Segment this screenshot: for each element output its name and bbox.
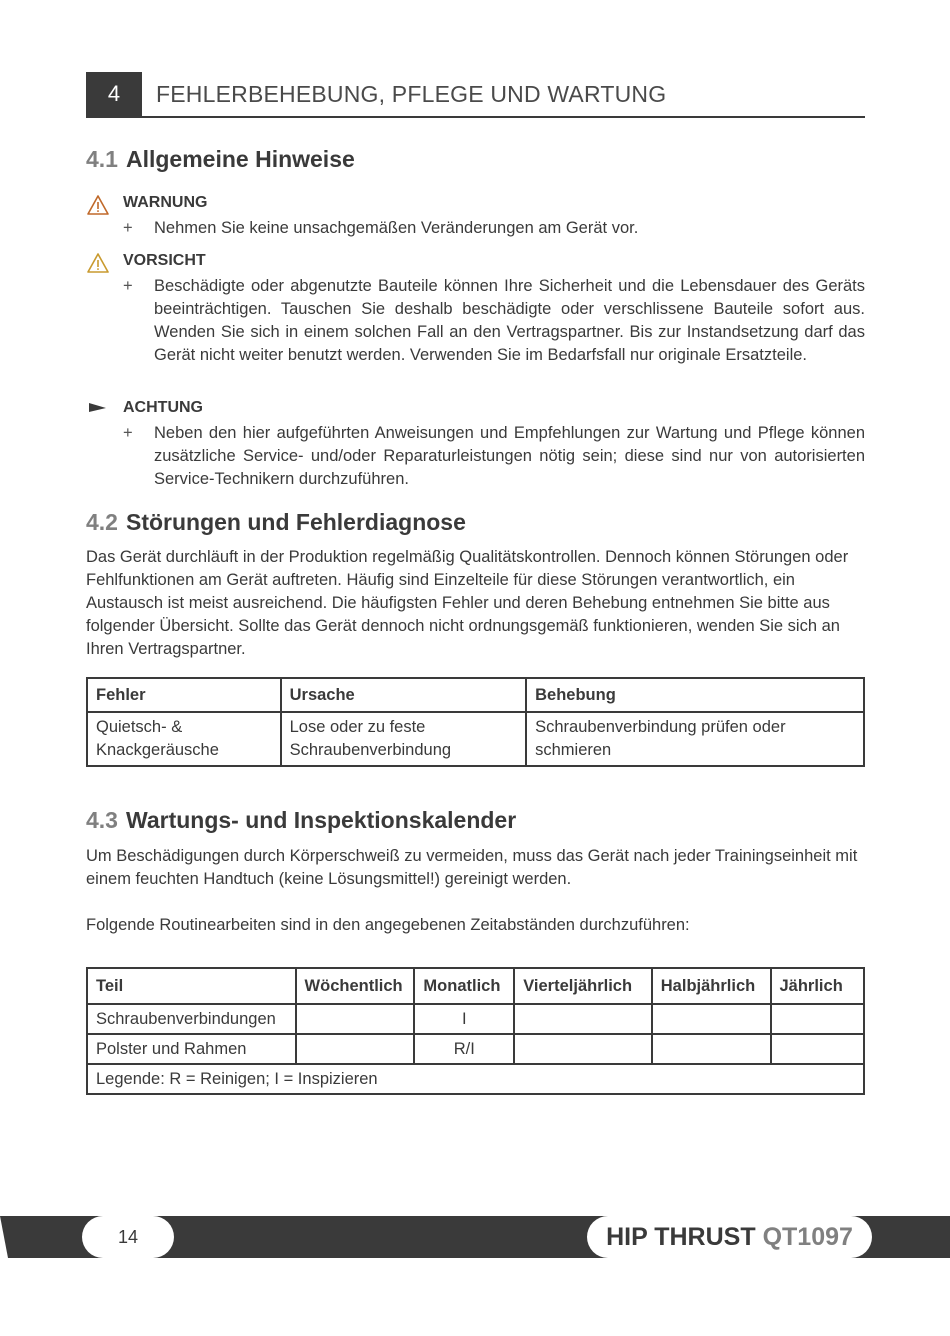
table-header-cell: Vierteljährlich [514,968,652,1004]
table-header-cell: Halbjährlich [652,968,771,1004]
chapter-number: 4 [86,72,142,116]
product-model: QT1097 [762,1223,853,1251]
table-cell: Quietsch- & Knackgeräusche [87,712,281,766]
notice-label: VORSICHT [123,252,206,269]
notice-text: Beschädigte oder abgenutzte Bauteile können Ihre Sicherheit und die Lebensdauer des Geräts beeinträchtigen. Tauschen Sie deshalb beschädigte oder verschlissene Bauteile sofort aus. Wenden Sie sich in einem solchen Fall an den Vertragspartner. Bis zur Instandsetzung darf das Gerät nicht weiter benutzt werden. Verwenden Sie im Bedarfsfall nur originale Ersatzteile. [154,277,865,364]
table-cell [514,1034,652,1064]
table-header-cell: Behebung [526,678,864,712]
caution-triangle-icon [86,252,110,274]
table-header-row [87,968,864,1004]
warning-triangle-icon [86,194,110,216]
table-cell [771,1004,865,1034]
table-cell [652,1034,771,1064]
attention-flag-icon [86,399,110,421]
section-title: Allgemeine Hinweise [125,146,355,172]
table-cell: Lose oder zu feste Schraubenverbindung [281,712,527,766]
table-cell [514,1004,652,1034]
table-header-cell: Jährlich [771,968,865,1004]
section-title: Wartungs- und Inspektionskalender [125,807,517,833]
table-header-cell: Monatlich [414,968,514,1004]
table-legend: Legende: R = Reinigen; I = Inspizieren [87,1064,864,1094]
table-row [87,1034,864,1064]
notice-label: WARNUNG [123,194,208,211]
chapter-header [86,72,865,118]
notice-text: Neben den hier aufgeführten Anweisungen und Empfehlungen zur Wartung und Pflege können zusätzliche Service- und/oder Reparaturleistungen nötig sein; diese sind nur von autorisierten Service-Technikern durchzuführen. [154,424,865,488]
section-intro: Um Beschädigungen durch Körperschweiß zu vermeiden, muss das Gerät nach jeder Trainingseinheit mit einem feuchten Handtuch (keine Lösungsmittel!) gereinigt werden. [86,847,858,888]
table-legend-row [87,1064,864,1094]
section-heading-4-2 [86,509,466,536]
table-cell: Schraubenverbindung prüfen oder schmieren [526,712,864,766]
table-cell: I [414,1004,514,1034]
bullet-marker: + [123,277,133,295]
section-heading-4-1 [86,146,355,173]
table-cell [652,1004,771,1034]
section-intro-2: Folgende Routinearbeiten sind in den angegebenen Zeitabständen durchzuführen: [86,916,690,934]
bullet-marker: + [123,219,133,237]
notice-text: Nehmen Sie keine unsachgemäßen Veränderungen am Gerät vor. [154,219,639,237]
section-number: 4.3 [86,807,118,833]
table-cell [296,1004,415,1034]
notice-label: ACHTUNG [123,399,203,416]
table-cell [771,1034,865,1064]
table-cell: R/I [414,1034,514,1064]
table-header-row [87,678,864,712]
table-header-cell: Ursache [281,678,527,712]
section-heading-4-3 [86,807,516,834]
product-name [587,1216,872,1258]
table-row [87,712,864,766]
section-title: Störungen und Fehlerdiagnose [125,509,466,535]
table-cell: Schraubenverbindungen [87,1004,296,1034]
section-number: 4.1 [86,146,118,172]
section-number: 4.2 [86,509,118,535]
table-header-cell: Teil [87,968,296,1004]
fault-table [86,677,865,767]
table-header-cell: Wöchentlich [296,968,415,1004]
table-cell [296,1034,415,1064]
table-cell: Polster und Rahmen [87,1034,296,1064]
table-header-cell: Fehler [87,678,281,712]
maintenance-table [86,967,865,1095]
section-intro: Das Gerät durchläuft in der Produktion regelmäßig Qualitätskontrollen. Dennoch können Störungen oder Fehlfunktionen am Gerät auftreten. Häufig sind Einzelteile für diese Störungen verantwortlich, ein Austausch ist meist ausreichend. Die häufigsten Fehler und deren Behebung entnehmen Sie bitte aus folgender Übersicht. Sollte das Gerät dennoch nicht ordnungsgemäß funktionieren, wenden Sie sich an Ihren Vertragspartner. [86,548,849,658]
table-row [87,1004,864,1034]
page-number: 14 [117,1227,139,1247]
chapter-title: FEHLERBEHEBUNG, PFLEGE UND WARTUNG [156,81,667,107]
product-title: HIP THRUST [606,1223,756,1251]
bullet-marker: + [123,424,133,442]
